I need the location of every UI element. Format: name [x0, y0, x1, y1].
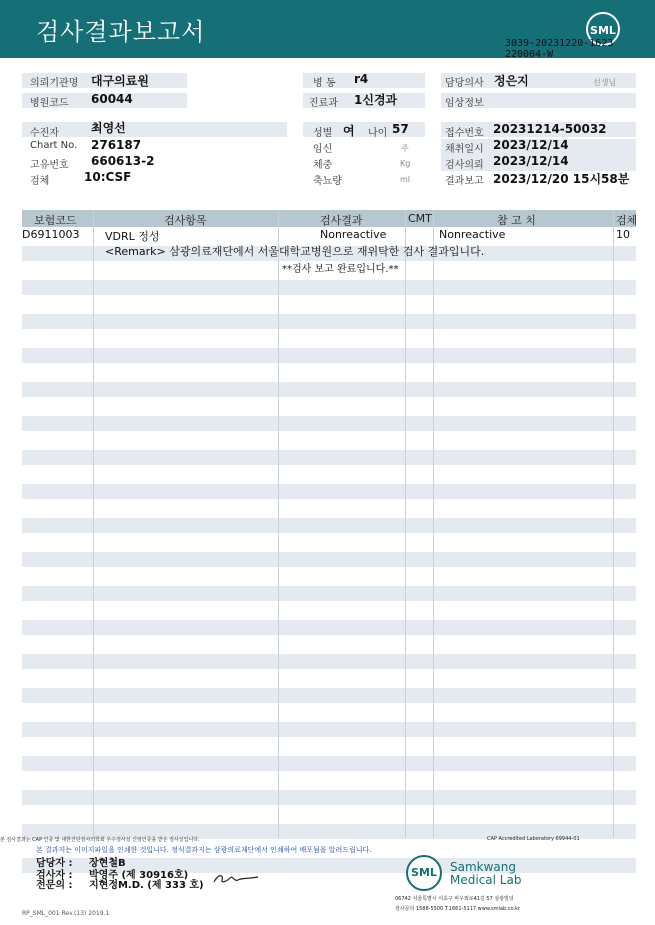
receipt-value: 20231214-50032 [493, 122, 607, 136]
column-divider [405, 210, 406, 838]
hospital-code-label: 병원코드 [30, 98, 69, 109]
collected-label: 채취일시 [445, 144, 484, 155]
table-row-band [22, 722, 636, 737]
remark-text: <Remark> 삼광의료재단에서 서울대학교병원으로 재위탁한 검사 결과입니다. [105, 245, 485, 258]
reported-label: 결과보고 [445, 176, 484, 187]
chart-no-label: Chart No. [30, 140, 78, 151]
pregnancy-label: 임신 [313, 144, 333, 155]
column-divider [613, 210, 614, 838]
weight-label: 체중 [313, 160, 333, 171]
cell-reference: Nonreactive [439, 228, 506, 241]
manager-label: 담당자 : [36, 858, 73, 869]
age-value: 57 [392, 122, 409, 136]
dept-value: 1신경과 [354, 93, 398, 107]
sex-value: 여 [343, 124, 355, 138]
table-row-band [22, 620, 636, 635]
info-strip [22, 122, 287, 137]
cell-item: VDRL 정성 [105, 230, 160, 243]
notice-text: 본 결과지는 이미지파일을 인쇄한 것입니다. 정식결과지는 삼광의료재단에서 인쇄하여 배포됨을 알려드립니다. [36, 846, 372, 854]
table-row-band [22, 756, 636, 771]
pregnancy-unit: 주 [401, 144, 409, 153]
table-row-band [22, 484, 636, 499]
institution-label: 의뢰기관명 [30, 78, 79, 89]
col-header-cmt: CMT [408, 212, 432, 225]
col-header-item: 검사항목 [164, 214, 207, 227]
urine-unit: ml [400, 175, 411, 184]
col-header-code: 보험코드 [34, 214, 77, 227]
signature-icon [212, 870, 260, 886]
doctor-suffix: 선생님 [593, 78, 617, 87]
ward-value: r4 [354, 72, 369, 86]
table-row-band [22, 416, 636, 431]
dept-label: 진료과 [309, 98, 338, 109]
specimen-label: 검체 [30, 176, 50, 187]
report-number-line1: 3039-20231220-1623 [505, 38, 614, 49]
lab-name-line2: Medical Lab [450, 873, 522, 887]
table-row-band [22, 348, 636, 363]
column-divider [433, 210, 434, 838]
manager-value: 장현철B [89, 858, 126, 869]
table-row-band [22, 518, 636, 533]
urine-label: 축뇨량 [313, 176, 342, 187]
ward-label: 병 동 [313, 78, 336, 89]
lab-name [450, 861, 521, 887]
column-divider [93, 210, 94, 838]
report-complete-text: **검사 보고 완료입니다.** [282, 264, 399, 275]
table-row-band [22, 450, 636, 465]
patient-label: 수진자 [30, 128, 59, 139]
table-row-band [22, 314, 636, 329]
table-row-band [22, 586, 636, 601]
report-number [505, 38, 613, 60]
table-row-band [22, 688, 636, 703]
specimen-value: 10:CSF [84, 170, 132, 184]
examiner-value: 박영주 (제 30916호) [89, 870, 189, 881]
sml-logo: SML [586, 12, 620, 46]
col-header-specimen: 검체 [616, 214, 638, 227]
cell-result: Nonreactive [320, 228, 387, 241]
patient-value: 최영선 [91, 121, 126, 135]
requested-value: 2023/12/14 [493, 154, 569, 168]
disclaimer-text: 본 검사결과는 CAP 인증 및 대한진단검사의학회 우수검사실 신임인증을 받은 검사실입니다. [0, 837, 200, 843]
receipt-label: 접수번호 [445, 128, 484, 139]
table-row-band [22, 280, 636, 295]
page-title: 검사결과보고서 [36, 18, 206, 46]
chart-no-value: 276187 [91, 138, 142, 152]
table-row-band [22, 790, 636, 805]
sml-footer-logo: SML [406, 855, 442, 891]
table-row-band [22, 654, 636, 669]
specialist-value: 지현정M.D. (제 333 호) [89, 880, 204, 891]
doctor-label: 담당의사 [445, 78, 484, 89]
cap-accreditation: CAP Accredited Laboratory 69944-01 [487, 836, 580, 842]
col-header-reference: 참 고 치 [497, 214, 536, 227]
lab-address: 06742 서울특별시 서초구 바우뫼로41길 57 삼광빌딩 [395, 896, 514, 902]
column-divider [278, 210, 279, 838]
weight-unit: Kg [400, 159, 411, 168]
examiner-label: 검사자 : [36, 870, 73, 881]
age-label: 나이 [368, 128, 388, 139]
institution-value: 대구의료원 [91, 74, 149, 88]
hospital-code-value: 60044 [91, 92, 133, 106]
col-header-result: 검사결과 [320, 214, 363, 227]
unique-no-label: 고유번호 [30, 160, 69, 171]
reported-value: 2023/12/20 15시58분 [493, 172, 630, 186]
table-row-band [22, 382, 636, 397]
report-number-line2: 220004-W [505, 49, 554, 60]
unique-no-value: 660613-2 [91, 154, 155, 168]
cell-code: D6911003 [22, 228, 80, 241]
collected-value: 2023/12/14 [493, 138, 569, 152]
table-row-band [22, 552, 636, 567]
cell-specimen: 10 [616, 228, 630, 241]
specialist-label: 전문의 : [36, 880, 73, 891]
lab-name-line1: Samkwang [450, 860, 516, 874]
requested-label: 검사의뢰 [445, 160, 484, 171]
doctor-value: 정은지 [494, 74, 529, 88]
form-code: RP_SML_001 Rev.(13) 2019.1 [22, 910, 110, 917]
sex-label: 성별 [313, 128, 333, 139]
clinical-info-label: 임상정보 [445, 98, 484, 109]
lab-phone: 검사문의 1588-5500 T.1661-5117 www.smlab.co.kr [395, 906, 520, 912]
